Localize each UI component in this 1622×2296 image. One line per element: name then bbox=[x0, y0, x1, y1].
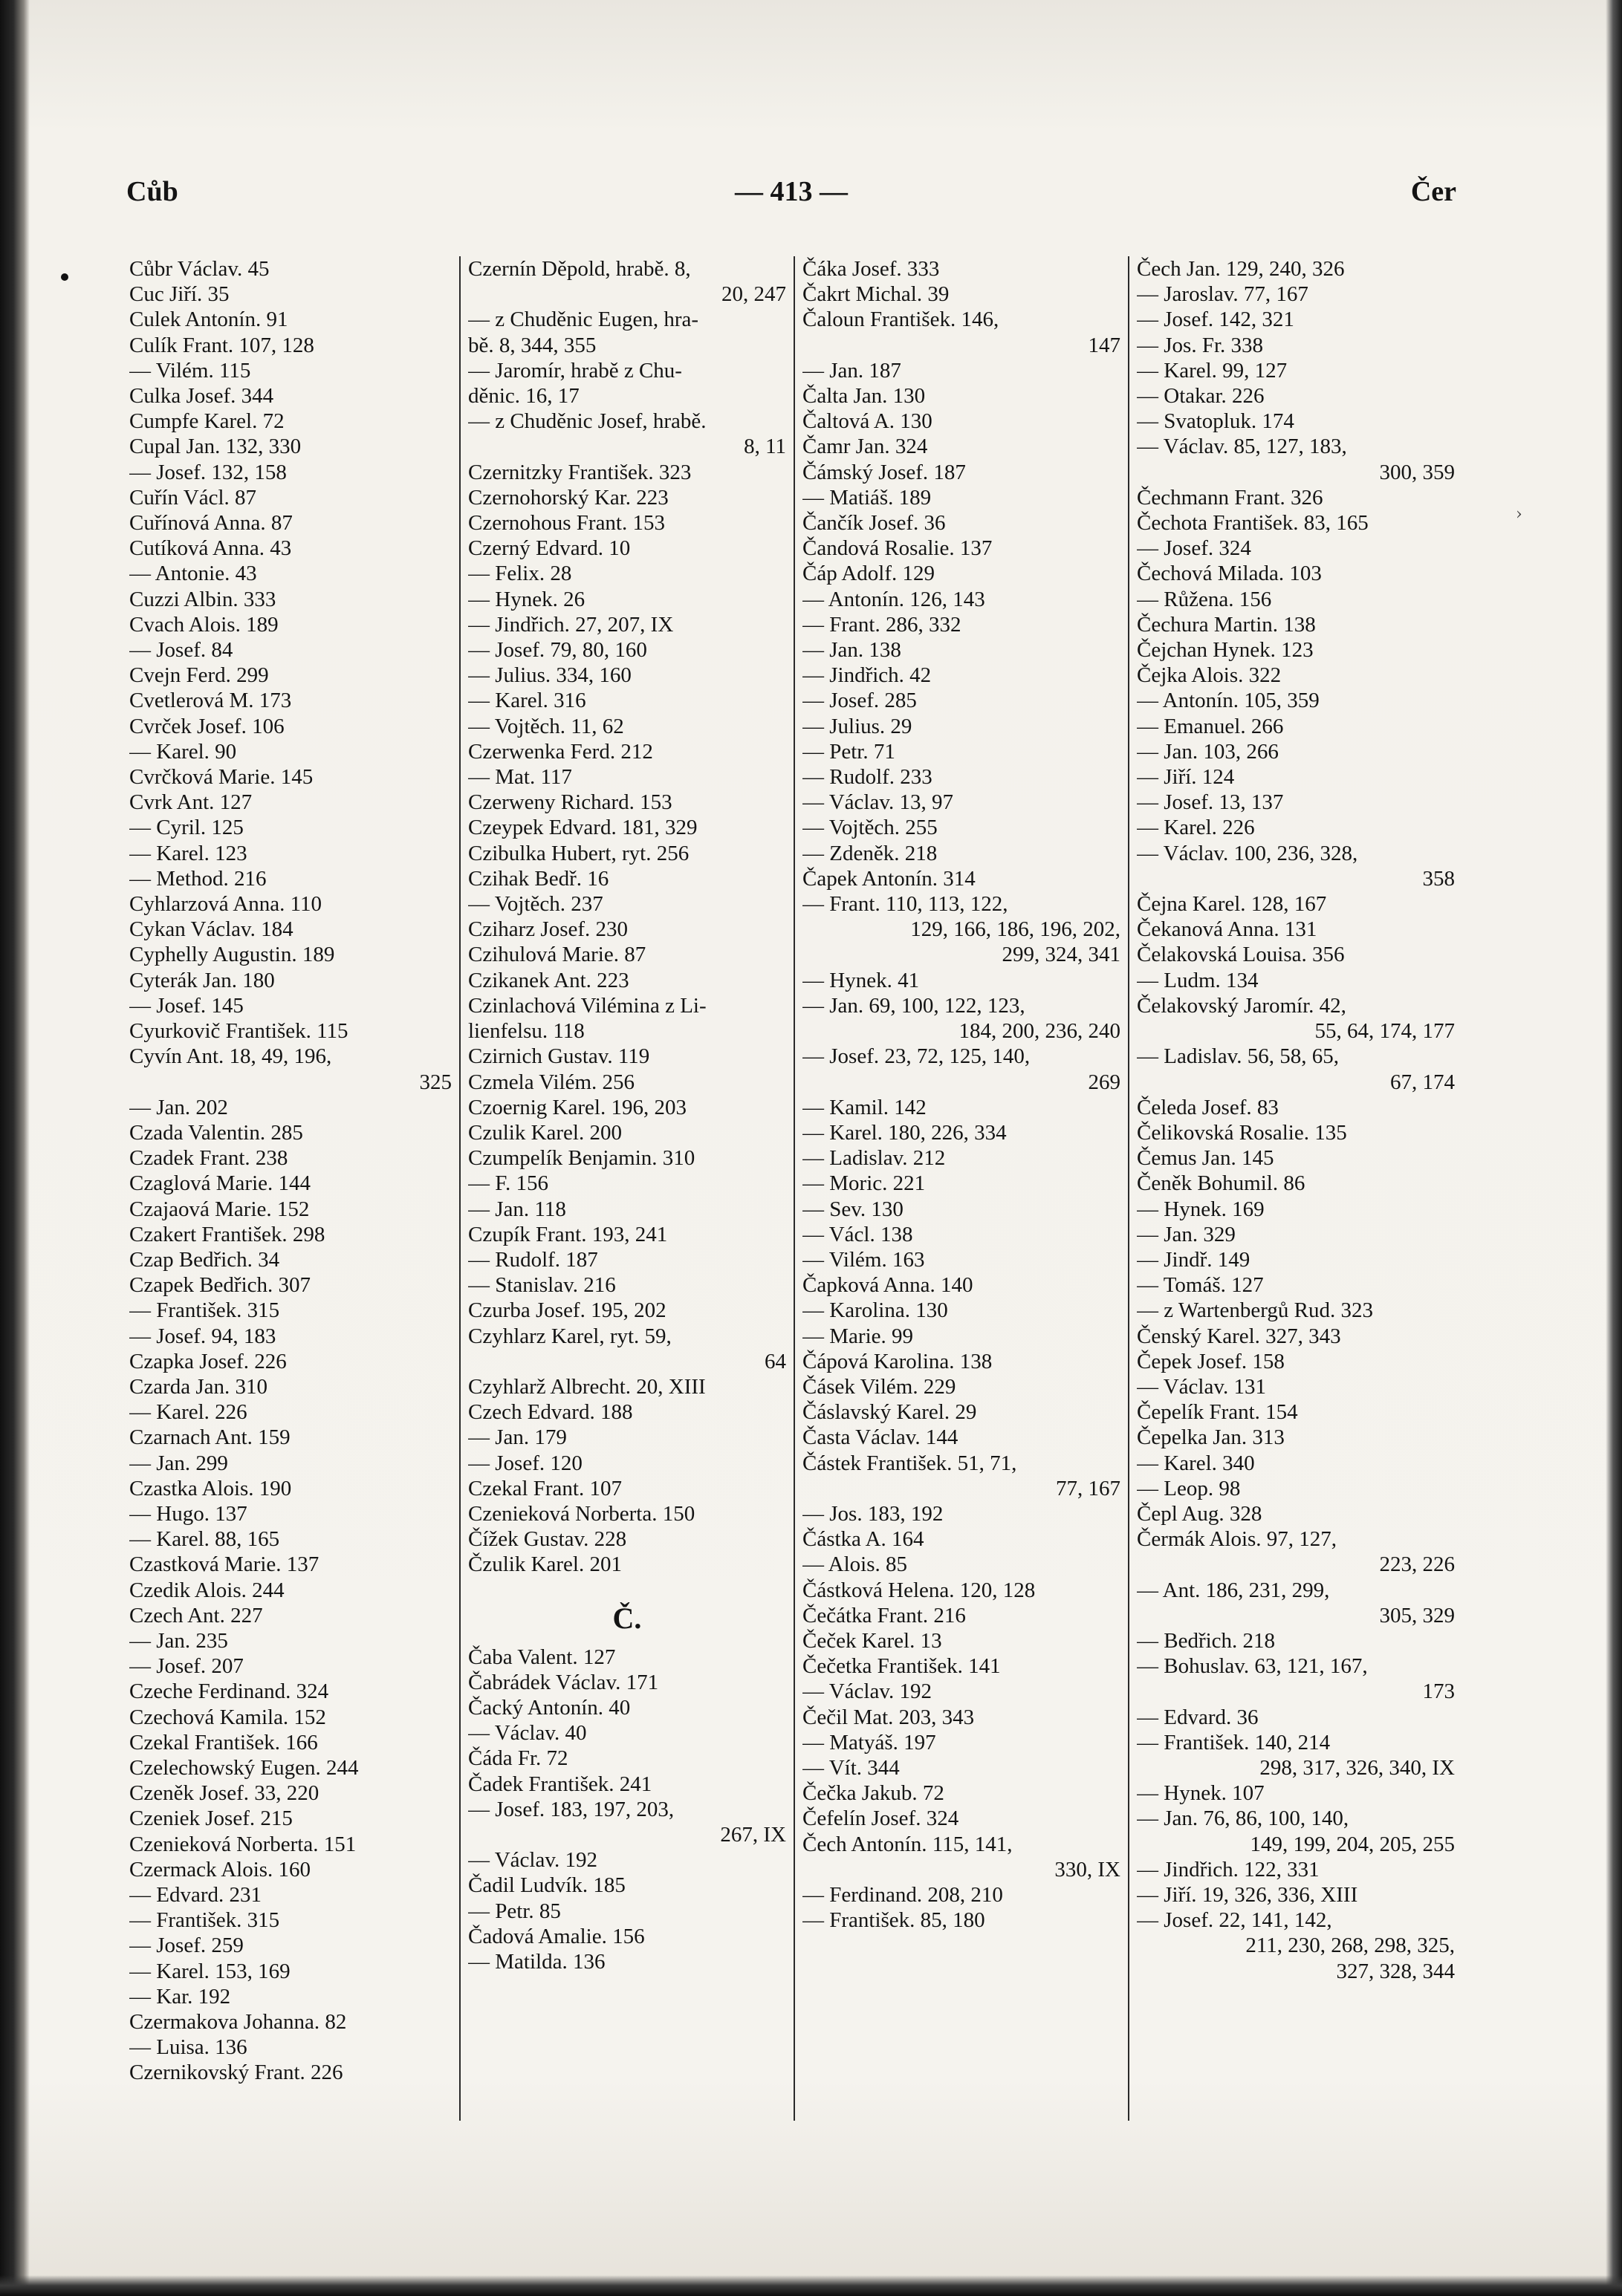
section-letter: Č. bbox=[612, 1601, 642, 1635]
index-entry: — Karel. 153, 169 bbox=[129, 1959, 291, 1983]
index-entry: Czumpelík Benjamin. 310 bbox=[468, 1146, 695, 1171]
left-scan-edge bbox=[0, 0, 30, 2296]
index-entry: Czernohous Frant. 153 bbox=[468, 511, 665, 536]
index-entry: — Cyril. 125 bbox=[129, 816, 244, 840]
index-entry: — Karel. 99, 127 bbox=[1137, 358, 1288, 383]
index-entry: Čabrádek Václav. 171 bbox=[468, 1670, 659, 1694]
index-entry: Čížek Gustav. 228 bbox=[468, 1527, 627, 1552]
index-entry: — z Wartenbergů Rud. 323 bbox=[1137, 1298, 1373, 1323]
index-entry: — Sev. 130 bbox=[802, 1197, 904, 1221]
index-entry: Čzulik Karel. 201 bbox=[468, 1552, 622, 1577]
index-entry: Čepl Aug. 328 bbox=[1137, 1501, 1262, 1526]
index-entry: — Jan. 299 bbox=[129, 1451, 228, 1475]
index-entry: — Jan. 202 bbox=[129, 1095, 228, 1119]
index-entry: — Vilém. 163 bbox=[802, 1247, 925, 1272]
index-entry: Cuřínová Anna. 87 bbox=[129, 511, 293, 536]
index-column-1 bbox=[125, 256, 459, 2121]
index-entry: Czihak Bedř. 16 bbox=[468, 866, 609, 891]
index-entry: — Julius. 334, 160 bbox=[468, 663, 632, 688]
index-entry: — Václ. 138 bbox=[802, 1222, 913, 1246]
index-entry: Čeček Karel. 13 bbox=[802, 1628, 942, 1653]
index-entry: Cumpfe Karel. 72 bbox=[129, 409, 285, 434]
index-entry: — Jan. 235 bbox=[129, 1628, 228, 1653]
index-entry: Czenieková Norberta. 150 bbox=[468, 1501, 695, 1526]
index-entry: — Jan. 69, 100, 122, 123, bbox=[802, 993, 1025, 1018]
index-entry: — Julius. 29 bbox=[802, 714, 912, 738]
index-entry: Culka Josef. 344 bbox=[129, 384, 274, 409]
index-entry: Čechová Milada. 103 bbox=[1137, 562, 1322, 586]
running-head-right: Čer bbox=[1410, 176, 1456, 207]
index-entry: 269 bbox=[1088, 1070, 1120, 1094]
index-entry: — Petr. 71 bbox=[802, 739, 895, 764]
index-entry: 300, 359 bbox=[1379, 460, 1455, 484]
index-entry: Cutíková Anna. 43 bbox=[129, 536, 292, 561]
index-entry: Čandová Rosalie. 137 bbox=[802, 536, 993, 561]
index-entry: — Rudolf. 187 bbox=[468, 1247, 598, 1272]
index-entry: Cuzzi Albin. 333 bbox=[129, 587, 276, 611]
index-entry: Čelikovská Rosalie. 135 bbox=[1137, 1120, 1347, 1145]
index-entry: Czastková Marie. 137 bbox=[129, 1552, 319, 1577]
index-entry: — Jos. 183, 192 bbox=[802, 1501, 944, 1526]
index-entry: Čakrt Michal. 39 bbox=[802, 282, 950, 307]
index-entry: Cuc Jiří. 35 bbox=[129, 282, 230, 307]
index-entry: Czoernig Karel. 196, 203 bbox=[468, 1095, 687, 1119]
index-entry: 149, 199, 204, 205, 255 bbox=[1250, 1832, 1455, 1856]
index-entry: 298, 317, 326, 340, IX bbox=[1259, 1755, 1455, 1780]
index-entry: — Hynek. 169 bbox=[1137, 1197, 1265, 1221]
index-entry: — Jindřich. 42 bbox=[802, 663, 932, 688]
index-entry: Čelakovský Jaromír. 42, bbox=[1137, 993, 1346, 1018]
index-entry: — Ant. 186, 231, 299, bbox=[1137, 1578, 1330, 1602]
index-entry: — Edvard. 36 bbox=[1137, 1705, 1259, 1729]
index-entry: Čámský Josef. 187 bbox=[802, 460, 966, 484]
index-entry: — Emanuel. 266 bbox=[1137, 714, 1284, 738]
index-entry: Čečka Jakub. 72 bbox=[802, 1781, 944, 1806]
index-entry: 64 bbox=[765, 1349, 786, 1373]
margin-mark: › bbox=[1516, 505, 1522, 524]
index-entry: Czeněk Josef. 33, 220 bbox=[129, 1781, 319, 1806]
index-entry: Czada Valentin. 285 bbox=[129, 1120, 303, 1145]
index-entry: Čejna Karel. 128, 167 bbox=[1137, 892, 1327, 917]
index-entry: — Jan. 118 bbox=[468, 1197, 566, 1221]
index-entry: Cykan Václav. 184 bbox=[129, 917, 293, 942]
index-entry: — Leop. 98 bbox=[1137, 1476, 1241, 1500]
index-entry: Czarda Jan. 310 bbox=[129, 1374, 268, 1399]
index-entry: Čaltová A. 130 bbox=[802, 409, 932, 434]
index-entry: — Josef. 324 bbox=[1137, 536, 1251, 561]
index-entry: Čemus Jan. 145 bbox=[1137, 1146, 1274, 1171]
index-entry: Czarnach Ant. 159 bbox=[129, 1425, 291, 1450]
index-entry: Czapka Josef. 226 bbox=[129, 1349, 287, 1373]
index-entry: Culek Antonín. 91 bbox=[129, 308, 288, 332]
index-entry: Čepelka Jan. 313 bbox=[1137, 1425, 1285, 1450]
index-entry: Cyterák Jan. 180 bbox=[129, 968, 275, 992]
index-entry: 20, 247 bbox=[721, 282, 786, 307]
index-entry: — Karel. 88, 165 bbox=[129, 1527, 280, 1552]
index-entry: — Otakar. 226 bbox=[1137, 384, 1265, 409]
index-entry: Czeche Ferdinand. 324 bbox=[129, 1679, 329, 1704]
index-entry: Czeniek Josef. 215 bbox=[129, 1806, 293, 1831]
index-entry: Czikanek Ant. 223 bbox=[468, 968, 629, 992]
index-entry: Čadek František. 241 bbox=[468, 1772, 652, 1796]
index-entry: Czibulka Hubert, ryt. 256 bbox=[468, 841, 690, 865]
index-entry: Čepelík Frant. 154 bbox=[1137, 1400, 1298, 1425]
index-entry: Čech Antonín. 115, 141, bbox=[802, 1832, 1013, 1856]
index-entry: 147 bbox=[1088, 333, 1120, 357]
index-entry: Czyhlarz Karel, ryt. 59, bbox=[468, 1324, 672, 1348]
index-entry: — Jindřich. 27, 207, IX bbox=[468, 612, 674, 637]
index-entry: Cvetlerová M. 173 bbox=[129, 689, 292, 713]
index-entry: 267, IX bbox=[720, 1822, 786, 1847]
index-entry: Čepek Josef. 158 bbox=[1137, 1349, 1285, 1373]
index-entry: Czedik Alois. 244 bbox=[129, 1578, 285, 1602]
index-entry: — Václav. 192 bbox=[802, 1679, 932, 1704]
index-entry: Čefelín Josef. 324 bbox=[802, 1806, 959, 1831]
index-entry: Czadek Frant. 238 bbox=[129, 1146, 288, 1171]
index-entry: 325 bbox=[419, 1070, 452, 1094]
index-entry: Čečil Mat. 203, 343 bbox=[802, 1705, 975, 1729]
index-entry: Čadil Ludvík. 185 bbox=[468, 1873, 626, 1898]
index-entry: Czupík Frant. 193, 241 bbox=[468, 1222, 668, 1246]
index-entry: Cuřín Václ. 87 bbox=[129, 485, 257, 510]
index-entry: Čáp Adolf. 129 bbox=[802, 562, 935, 586]
index-entry: — Josef. 145 bbox=[129, 993, 244, 1018]
index-entry: Czekal Frant. 107 bbox=[468, 1476, 622, 1500]
index-entry: Czihulová Marie. 87 bbox=[468, 943, 646, 967]
index-entry: — Karel. 316 bbox=[468, 689, 586, 713]
index-entry: 67, 174 bbox=[1390, 1070, 1455, 1094]
index-entry: Cyhlarzová Anna. 110 bbox=[129, 892, 322, 917]
index-entry: — Josef. 132, 158 bbox=[129, 460, 287, 484]
index-entry: Czerwenka Ferd. 212 bbox=[468, 739, 653, 764]
index-entry: Čalta Jan. 130 bbox=[802, 384, 926, 409]
index-entry: — Ferdinand. 208, 210 bbox=[802, 1883, 1003, 1907]
index-entry: Cziharz Josef. 230 bbox=[468, 917, 629, 942]
index-entry: 330, IX bbox=[1054, 1857, 1120, 1882]
index-entry: Czermack Alois. 160 bbox=[129, 1857, 311, 1882]
index-entry: — Vojtěch. 237 bbox=[468, 892, 603, 917]
index-entry: 77, 167 bbox=[1056, 1476, 1120, 1500]
index-entry: — Karel. 226 bbox=[1137, 816, 1255, 840]
index-entry: — Marie. 99 bbox=[802, 1324, 913, 1348]
index-entry: Čápová Karolina. 138 bbox=[802, 1349, 993, 1373]
index-entry: — Vojtěch. 11, 62 bbox=[468, 714, 624, 738]
index-entry: — Vít. 344 bbox=[802, 1755, 900, 1780]
index-entry: 184, 200, 236, 240 bbox=[958, 1019, 1120, 1044]
bottom-scan-edge bbox=[0, 2275, 1622, 2296]
index-entry: Čaba Valent. 127 bbox=[468, 1645, 616, 1669]
index-entry: Cvrčková Marie. 145 bbox=[129, 765, 314, 790]
index-entry: — Jaroslav. 77, 167 bbox=[1137, 282, 1308, 307]
index-entry: — Karel. 340 bbox=[1137, 1451, 1255, 1475]
index-entry: Čechota František. 83, 165 bbox=[1137, 511, 1369, 536]
index-entry: — Jindř. 149 bbox=[1137, 1247, 1250, 1272]
index-entry: Čaloun František. 146, bbox=[802, 308, 999, 332]
index-entry: — Josef. 23, 72, 125, 140, bbox=[802, 1044, 1031, 1069]
index-column-3 bbox=[794, 256, 1128, 2121]
index-entry: Czelechowský Eugen. 244 bbox=[129, 1755, 359, 1780]
index-entry: Czakert František. 298 bbox=[129, 1222, 325, 1246]
index-entry: Cvrk Ant. 127 bbox=[129, 790, 253, 815]
index-entry: Čáslavský Karel. 29 bbox=[802, 1400, 977, 1425]
index-entry: Čenský Karel. 327, 343 bbox=[1137, 1324, 1341, 1348]
index-entry: 299, 324, 341 bbox=[1002, 943, 1120, 967]
index-entry: Čáda Fr. 72 bbox=[468, 1746, 568, 1771]
index-entry: — Václav. 13, 97 bbox=[802, 790, 953, 815]
index-entry: Čejchan Hynek. 123 bbox=[1137, 638, 1314, 663]
index-entry: — Josef. 259 bbox=[129, 1934, 244, 1958]
index-entry: — Josef. 13, 137 bbox=[1137, 790, 1284, 815]
index-entry: — Jan. 103, 266 bbox=[1137, 739, 1279, 764]
index-entry: — Bedřich. 218 bbox=[1137, 1628, 1276, 1653]
index-entry: Cůbr Václav. 45 bbox=[129, 257, 270, 281]
index-entry: — Karel. 180, 226, 334 bbox=[802, 1120, 1007, 1145]
index-entry: — Antonín. 105, 359 bbox=[1137, 689, 1320, 713]
index-entry: 358 bbox=[1422, 866, 1455, 891]
index-entry: — Josef. 79, 80, 160 bbox=[468, 638, 647, 663]
index-entry: Czulik Karel. 200 bbox=[468, 1120, 622, 1145]
index-entry: — Josef. 94, 183 bbox=[129, 1324, 276, 1348]
index-entry: — Felix. 28 bbox=[468, 562, 572, 586]
index-entry: — Václav. 192 bbox=[468, 1848, 597, 1873]
index-entry: — Jan. 329 bbox=[1137, 1222, 1236, 1246]
index-entry: Czernohorský Kar. 223 bbox=[468, 485, 669, 510]
index-entry: — Ladislav. 212 bbox=[802, 1146, 946, 1171]
index-entry: — Edvard. 231 bbox=[129, 1883, 262, 1907]
index-entry: — Josef. 285 bbox=[802, 689, 917, 713]
index-entry: — Hugo. 137 bbox=[129, 1501, 247, 1526]
index-entry: Čapek Antonín. 314 bbox=[802, 866, 976, 891]
index-entry: děnic. 16, 17 bbox=[468, 384, 580, 409]
index-entry: — Antonie. 43 bbox=[129, 562, 257, 586]
index-entry: — Bohuslav. 63, 121, 167, bbox=[1137, 1654, 1368, 1679]
index-entry: — z Chuděnic Eugen, hra- bbox=[468, 308, 699, 332]
index-entry: — Jan. 187 bbox=[802, 358, 901, 383]
index-entry: Czirnich Gustav. 119 bbox=[468, 1044, 650, 1069]
index-entry: — Ladislav. 56, 58, 65, bbox=[1137, 1044, 1339, 1069]
index-entry: Čeleda Josef. 83 bbox=[1137, 1095, 1279, 1119]
index-entry: — Vojtěch. 255 bbox=[802, 816, 938, 840]
index-entry: — František. 315 bbox=[129, 1298, 280, 1323]
index-entry: — Hynek. 26 bbox=[468, 587, 585, 611]
index-entry: — Hynek. 107 bbox=[1137, 1781, 1265, 1806]
index-entry: Czapek Bedřich. 307 bbox=[129, 1273, 311, 1298]
index-entry: — Antonín. 126, 143 bbox=[802, 587, 985, 611]
index-columns bbox=[125, 256, 1462, 2121]
index-entry: — Matiáš. 189 bbox=[802, 485, 932, 510]
index-entry: Čapková Anna. 140 bbox=[802, 1273, 973, 1298]
index-entry: — Petr. 85 bbox=[468, 1899, 561, 1923]
index-entry: 305, 329 bbox=[1379, 1603, 1455, 1627]
index-entry: — Svatopluk. 174 bbox=[1137, 409, 1294, 434]
index-entry: Čečátka Frant. 216 bbox=[802, 1603, 966, 1627]
index-entry: — Matilda. 136 bbox=[468, 1950, 606, 1974]
index-entry: Cvejn Ferd. 299 bbox=[129, 663, 269, 688]
index-entry: — Rudolf. 233 bbox=[802, 765, 932, 790]
index-entry: Čeněk Bohumil. 86 bbox=[1137, 1171, 1305, 1196]
index-entry: Czech Ant. 227 bbox=[129, 1603, 263, 1627]
index-entry: — Jiří. 19, 326, 336, XIII bbox=[1137, 1883, 1358, 1907]
index-entry: Czernitzky František. 323 bbox=[468, 460, 692, 484]
index-entry: — Václav. 131 bbox=[1137, 1374, 1266, 1399]
index-entry: Czech Edvard. 188 bbox=[468, 1400, 633, 1425]
index-entry: Czinlachová Vilémina z Li- bbox=[468, 993, 707, 1018]
index-entry: — Karel. 226 bbox=[129, 1400, 247, 1425]
index-entry: — Jos. Fr. 338 bbox=[1137, 333, 1264, 357]
page-number: — 413 — bbox=[735, 176, 848, 207]
index-entry: — Josef. 120 bbox=[468, 1451, 583, 1475]
index-entry: — Ludm. 134 bbox=[1137, 968, 1259, 992]
index-entry: — Hynek. 41 bbox=[802, 968, 920, 992]
index-entry: Částka A. 164 bbox=[802, 1527, 924, 1552]
index-entry: Částková Helena. 120, 128 bbox=[802, 1578, 1036, 1602]
index-entry: — Josef. 183, 197, 203, bbox=[468, 1797, 675, 1821]
index-entry: Čáka Josef. 333 bbox=[802, 257, 940, 281]
index-entry: — Stanislav. 216 bbox=[468, 1273, 616, 1298]
index-entry: Částek František. 51, 71, bbox=[802, 1451, 1017, 1475]
index-entry: — Vilém. 115 bbox=[129, 358, 251, 383]
index-entry: — F. 156 bbox=[468, 1171, 549, 1196]
index-entry: Časta Václav. 144 bbox=[802, 1425, 958, 1450]
index-entry: 173 bbox=[1422, 1679, 1455, 1704]
index-entry: Cvrček Josef. 106 bbox=[129, 714, 285, 738]
index-entry: 327, 328, 344 bbox=[1336, 1959, 1455, 1983]
index-entry: Czernikovský Frant. 226 bbox=[129, 2061, 343, 2085]
index-column-2 bbox=[459, 256, 794, 2121]
index-entry: Czenieková Norberta. 151 bbox=[129, 1832, 357, 1856]
index-entry: — Josef. 207 bbox=[129, 1654, 244, 1679]
index-entry: Čekanová Anna. 131 bbox=[1137, 917, 1317, 942]
right-scan-edge bbox=[1606, 0, 1622, 2296]
index-entry: Cvach Alois. 189 bbox=[129, 612, 279, 637]
index-entry: — Václav. 85, 127, 183, bbox=[1137, 435, 1347, 459]
index-entry: bě. 8, 344, 355 bbox=[468, 333, 597, 357]
index-entry: — Jan. 179 bbox=[468, 1425, 567, 1450]
index-entry: — Karolina. 130 bbox=[802, 1298, 948, 1323]
running-head bbox=[126, 175, 1456, 212]
index-entry: Čadová Amalie. 156 bbox=[468, 1924, 645, 1948]
index-entry: Čamr Jan. 324 bbox=[802, 435, 928, 459]
index-entry: — Jiří. 124 bbox=[1137, 765, 1235, 790]
index-entry: — Josef. 22, 141, 142, bbox=[1137, 1908, 1332, 1933]
index-entry: — Frant. 110, 113, 122, bbox=[802, 892, 1008, 917]
index-entry: — Mat. 117 bbox=[468, 765, 572, 790]
index-entry: — Růžena. 156 bbox=[1137, 587, 1272, 611]
index-entry: 55, 64, 174, 177 bbox=[1314, 1019, 1455, 1044]
index-entry: — Tomáš. 127 bbox=[1137, 1273, 1264, 1298]
index-column-4 bbox=[1128, 256, 1462, 2121]
index-entry: Czurba Josef. 195, 202 bbox=[468, 1298, 666, 1323]
index-entry: Čančík Josef. 36 bbox=[802, 511, 946, 536]
index-entry: — Luisa. 136 bbox=[129, 2035, 247, 2060]
index-entry: Cyvín Ant. 18, 49, 196, bbox=[129, 1044, 332, 1069]
index-entry: Czastka Alois. 190 bbox=[129, 1476, 292, 1500]
index-entry: — Alois. 85 bbox=[802, 1552, 907, 1577]
index-entry: — Jindřich. 122, 331 bbox=[1137, 1857, 1320, 1882]
index-entry: — Kar. 192 bbox=[129, 1984, 231, 2009]
index-entry: Čelakovská Louisa. 356 bbox=[1137, 943, 1345, 967]
index-entry: — Matyáš. 197 bbox=[802, 1730, 936, 1754]
index-entry: Čechura Martin. 138 bbox=[1137, 612, 1316, 637]
index-entry: Czmela Vilém. 256 bbox=[468, 1070, 635, 1094]
index-entry: — Method. 216 bbox=[129, 866, 267, 891]
index-entry: Culík Frant. 107, 128 bbox=[129, 333, 314, 357]
index-entry: Cupal Jan. 132, 330 bbox=[129, 435, 302, 459]
index-entry: Čejka Alois. 322 bbox=[1137, 663, 1282, 688]
index-entry: — Jan. 138 bbox=[802, 638, 901, 663]
index-entry: Čacký Antonín. 40 bbox=[468, 1695, 631, 1720]
index-entry: Czermakova Johanna. 82 bbox=[129, 2010, 347, 2035]
index-entry: Czajaová Marie. 152 bbox=[129, 1197, 310, 1221]
index-entry: — Josef. 142, 321 bbox=[1137, 308, 1294, 332]
index-entry: — Moric. 221 bbox=[802, 1171, 926, 1196]
index-entry: Czechová Kamila. 152 bbox=[129, 1705, 326, 1729]
index-entry: — Kamil. 142 bbox=[802, 1095, 927, 1119]
index-entry: — Karel. 90 bbox=[129, 739, 237, 764]
index-entry: Cyphelly Augustin. 189 bbox=[129, 943, 335, 967]
index-entry: 211, 230, 268, 298, 325, bbox=[1245, 1934, 1455, 1958]
index-entry: 8, 11 bbox=[744, 435, 786, 459]
index-entry: — Václav. 40 bbox=[468, 1721, 587, 1746]
index-entry: Czerweny Richard. 153 bbox=[468, 790, 672, 815]
index-entry: Čásek Vilém. 229 bbox=[802, 1374, 956, 1399]
index-entry: 223, 226 bbox=[1379, 1552, 1455, 1577]
index-entry: 129, 166, 186, 196, 202, bbox=[910, 917, 1120, 942]
index-entry: Czerný Edvard. 10 bbox=[468, 536, 631, 561]
index-entry: — František. 315 bbox=[129, 1908, 280, 1933]
margin-dot bbox=[61, 273, 68, 281]
index-entry: — Zdeněk. 218 bbox=[802, 841, 938, 865]
index-entry: — z Chuděnic Josef, hrabě. bbox=[468, 409, 707, 434]
index-entry: Čechmann Frant. 326 bbox=[1137, 485, 1323, 510]
index-entry: — Jaromír, hrabě z Chu- bbox=[468, 358, 682, 383]
index-entry: Čermák Alois. 97, 127, bbox=[1137, 1527, 1337, 1552]
index-entry: — Karel. 123 bbox=[129, 841, 247, 865]
index-entry: — Josef. 84 bbox=[129, 638, 233, 663]
index-entry: Czaglová Marie. 144 bbox=[129, 1171, 311, 1196]
running-head-left: Cůb bbox=[126, 176, 178, 207]
index-entry: Czernín Děpold, hrabě. 8, bbox=[468, 257, 691, 281]
index-entry: Czekal František. 166 bbox=[129, 1730, 318, 1754]
index-entry: Czeypek Edvard. 181, 329 bbox=[468, 816, 698, 840]
index-entry: lienfelsu. 118 bbox=[468, 1019, 585, 1044]
index-entry: — Václav. 100, 236, 328, bbox=[1137, 841, 1358, 865]
index-entry: Čečetka František. 141 bbox=[802, 1654, 1001, 1679]
index-entry: — Jan. 76, 86, 100, 140, bbox=[1137, 1806, 1349, 1831]
index-entry: Czap Bedřich. 34 bbox=[129, 1247, 280, 1272]
index-entry: — Frant. 286, 332 bbox=[802, 612, 961, 637]
index-entry: Čech Jan. 129, 240, 326 bbox=[1137, 257, 1345, 281]
index-entry: — František. 85, 180 bbox=[802, 1908, 985, 1933]
index-entry: Cyurkovič František. 115 bbox=[129, 1019, 348, 1044]
index-entry: Czyhlarž Albrecht. 20, XIII bbox=[468, 1374, 706, 1399]
index-entry: — František. 140, 214 bbox=[1137, 1730, 1331, 1754]
